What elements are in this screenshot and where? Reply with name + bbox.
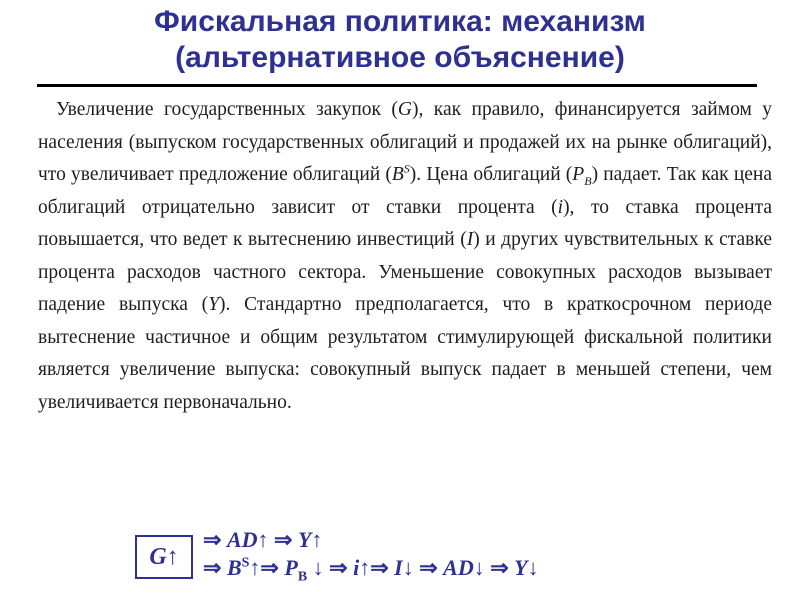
body-paragraph <box>38 94 772 419</box>
formula-b: B <box>226 555 242 580</box>
paragraph-text <box>38 94 772 419</box>
formula-sub-b: B <box>297 569 308 585</box>
arrow-text: ↑⇒ <box>359 555 395 580</box>
formula-sup-s: S <box>241 555 250 571</box>
variable-b: B <box>391 164 404 185</box>
arrow-text: ↑⇒ <box>249 555 285 580</box>
subscript-b: B <box>584 173 592 188</box>
formula-row-1 <box>203 527 322 553</box>
title-line-2: (альтернативное объяснение) <box>175 41 625 74</box>
arrow-text: ↓ ⇒ <box>402 555 444 580</box>
formula-ad: AD <box>443 555 474 580</box>
variable-investment: I <box>466 229 474 250</box>
title-line-1: Фискальная политика: механизм <box>154 5 646 38</box>
text-segment: ), то ставка процента повышается, что ведет к вытеснению инвестиций ( <box>38 196 772 250</box>
formula-row-2 <box>203 555 539 585</box>
variable-p: P <box>572 164 585 185</box>
government-spending-box: G↑ <box>135 535 193 579</box>
formula-investment: I <box>394 555 403 580</box>
arrow-text: ⇒ <box>203 527 227 552</box>
variable-i: i <box>557 196 564 218</box>
text-segment: ) и других чувствительных к ставке процента расходов частного сектора. Уменьшение совокупных расходов вызывает падение выпуска ( <box>38 229 773 315</box>
text-segment: ). Цена облигаций ( <box>409 164 573 185</box>
arrow-text: ↑ <box>311 527 323 552</box>
arrow-text: ⇒ <box>203 555 227 580</box>
text-segment: ) падает. Так как цена облигаций отрицательно зависит от ставки процента ( <box>38 164 772 218</box>
formula-y: Y <box>514 555 528 580</box>
superscript-s: S <box>403 161 410 176</box>
slide-title <box>0 4 800 76</box>
title-divider <box>37 84 757 87</box>
arrow-text: ↓ ⇒ <box>473 555 515 580</box>
formula-ad: AD <box>226 527 258 552</box>
text-segment: ), как правило, финансируется займом у населения (выпуском государственных облигаций и продажей их на рынке облигаций), что увеличивает предложение облигаций ( <box>38 99 772 185</box>
arrow-text: ↑ ⇒ <box>257 527 298 552</box>
text-segment: Увеличение государственных закупок ( <box>56 99 398 120</box>
formula-p: P <box>284 555 298 580</box>
formula-y: Y <box>297 527 312 552</box>
text-segment: ). Стандартно предполагается, что в краткосрочном периоде вытеснение частичное и общим результатом стимулирующей фискальной политики является увеличение выпуска: совокупный выпуск падает в меньшей степени, чем увеличивается первоначально. <box>38 294 772 413</box>
variable-y: Y <box>208 294 220 315</box>
arrow-text: ↓ <box>527 555 539 580</box>
arrow-text: ↓ ⇒ <box>307 555 354 580</box>
formula-i: i <box>353 555 360 580</box>
variable-g: G <box>397 99 412 120</box>
